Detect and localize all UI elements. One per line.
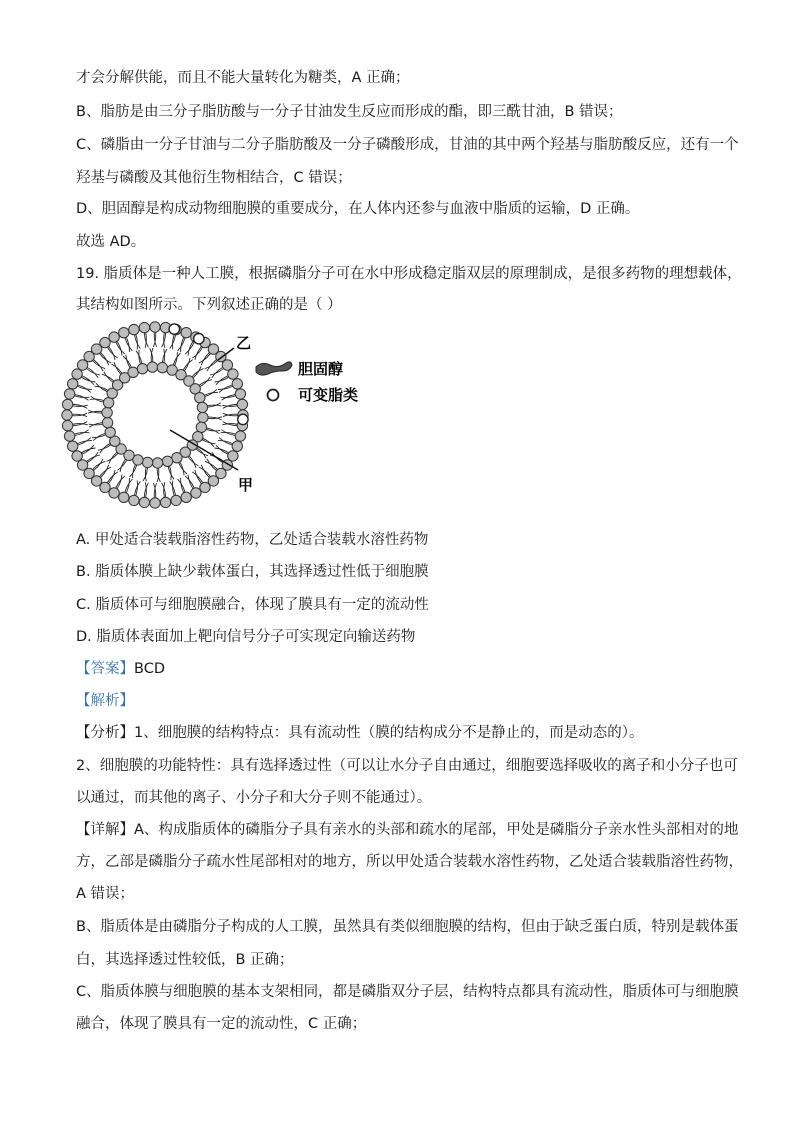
option-c: C. 脂质体可与细胞膜融合，体现了膜具有一定的流动性 — [76, 597, 429, 613]
phospholipid-head — [64, 389, 74, 399]
phospholipid-head — [128, 367, 138, 377]
phospholipid-head — [129, 495, 139, 505]
answer-value: BCD — [134, 661, 165, 677]
phospholipid-head — [200, 482, 210, 492]
analysis-line: 以通过，而其他的离子、小分子和大分子则不能通过）。 — [76, 790, 432, 806]
answer-line — [76, 659, 736, 679]
phospholipid-head — [160, 497, 170, 507]
analysis-line: 白，其选择透过性较低，B 正确； — [76, 952, 294, 968]
phospholipid-head — [105, 427, 115, 437]
phospholipid-head — [162, 456, 172, 466]
text-line: 羟基与磷酸及其他衍生物相结合，C 错误； — [76, 170, 352, 186]
phospholipid-head — [172, 453, 182, 463]
option-a: A. 甲处适合装载脂溶性药物，乙处适合装载水溶性药物 — [76, 532, 429, 548]
phospholipid-head — [102, 407, 112, 417]
phospholipid-head — [100, 337, 110, 347]
phospholipid-head — [102, 417, 112, 427]
analysis-line: 【分析】1、细胞膜的结构特点：具有流动性（膜的结构成分不是静止的，而是动态的）。 — [76, 725, 644, 741]
phospholipid-head — [197, 402, 207, 412]
legend-cholesterol-label: 胆固醇 — [298, 360, 344, 378]
phospholipid-head — [152, 458, 162, 468]
phospholipid-head — [77, 460, 87, 470]
phospholipid-head — [137, 364, 147, 374]
cholesterol-icon — [256, 362, 292, 375]
phospholipid-head — [150, 498, 160, 508]
phospholipid-head — [129, 324, 139, 334]
phospholipid-head — [119, 328, 129, 338]
option-b: B. 脂质体膜上缺少载体蛋白，其选择透过性低于细胞膜 — [76, 564, 429, 580]
phospholipid-head — [62, 410, 72, 420]
phospholipid-head — [181, 328, 191, 338]
phospholipid-head — [157, 362, 167, 372]
phospholipid-head — [228, 451, 238, 461]
phospholipid-head — [139, 497, 149, 507]
analysis-line: 融合，体现了膜具有一定的流动性，C 正确； — [76, 1016, 367, 1032]
phospholipid-head — [222, 360, 232, 370]
analysis-line: 方，乙部是磷脂分子疏水性尾部相对的地方，所以甲处适合装载水溶性药物，乙处适合装载脂溶性药物， — [76, 854, 743, 870]
phospholipid-head — [103, 398, 113, 408]
phospholipid-head — [196, 422, 206, 432]
liposome-diagram — [62, 322, 248, 508]
phospholipid-head — [109, 488, 119, 498]
analysis-tag: 【解析】 — [76, 693, 134, 709]
analysis-line: 【详解】A、构成脂质体的磷脂分子具有亲水的头部和疏水的尾部，甲处是磷脂分子亲水性头部相对的地 — [76, 822, 739, 838]
variable-lipid-head — [169, 324, 179, 334]
phospholipid-head — [235, 389, 245, 399]
phospholipid-head — [62, 399, 72, 409]
phospholipid-head — [139, 322, 149, 332]
legend-variable-lipid-label: 可变脂类 — [298, 386, 359, 404]
phospholipid-head — [109, 332, 119, 342]
analysis-line: A 错误； — [76, 886, 135, 902]
phospholipid-head — [191, 488, 201, 498]
phospholipid-head — [62, 420, 72, 430]
phospholipid-head — [150, 322, 160, 332]
phospholipid-head — [195, 393, 205, 403]
analysis-line: B、脂质体是由磷脂分子构成的人工膜，虽然具有类似细胞膜的结构，但由于缺乏蛋白质，特别是载体蛋 — [76, 919, 739, 935]
text-line: 才会分解供能，而且不能大量转化为糖类，A 正确； — [76, 70, 410, 86]
label-yi: 乙 — [236, 334, 252, 352]
question-stem: 19. 脂质体是一种人工膜，根据磷脂分子可在水中形成稳定脂双层的原理制成，是很多药物的理想载体， — [76, 266, 742, 282]
answer-tag: 【答案】 — [76, 661, 134, 677]
phospholipid-head — [119, 492, 129, 502]
analysis-line: C、脂质体膜与细胞膜的基本支架相同，都是磷脂双分子层，结构特点都具有流动性，脂质体可与细胞膜 — [76, 984, 739, 1000]
liposome-figure — [60, 320, 390, 510]
phospholipid-head — [181, 492, 191, 502]
phospholipid-head — [72, 369, 82, 379]
phospholipid-head — [72, 451, 82, 461]
variable-lipid-head — [194, 334, 204, 344]
option-d: D. 脂质体表面加上靶向信号分子可实现定向输送药物 — [76, 629, 416, 645]
phospholipid-head — [232, 441, 242, 451]
phospholipid-head — [142, 457, 152, 467]
phospholipid-head-icon — [268, 390, 279, 401]
text-line: C、磷脂由一分子甘油与二分子脂肪酸及一分子磷酸形成，甘油的其中两个羟基与脂肪酸反应，还有一个 — [76, 137, 739, 153]
phospholipid-head — [237, 399, 247, 409]
text-line: B、脂肪是由三分子脂肪酸与一分子甘油发生反应而形成的酯，即三酰甘油，B 错误； — [76, 104, 623, 120]
phospholipid-head — [171, 495, 181, 505]
label-jia: 甲 — [238, 476, 254, 494]
variable-lipid-head — [238, 414, 248, 424]
phospholipid-head — [68, 379, 78, 389]
text-line: 故选 AD。 — [76, 234, 146, 250]
phospholipid-head — [232, 379, 242, 389]
phospholipid-head — [68, 441, 78, 451]
text-line: D、胆固醇是构成动物细胞膜的重要成分，在人体内还参与血液中脂质的运输，D 正确。 — [76, 201, 640, 217]
analysis-line: 2、细胞膜的功能特性：具有选择透过性（可以让水分子自由通过，细胞要选择吸收的离子和小分子也可 — [76, 758, 738, 774]
phospholipid-head — [147, 362, 157, 372]
phospholipid-head — [228, 369, 238, 379]
question-stem: 其结构如图所示。下列叙述正确的是（ ） — [76, 297, 342, 313]
phospholipid-head — [235, 431, 245, 441]
phospholipid-head — [64, 431, 74, 441]
phospholipid-head — [198, 412, 208, 422]
analysis-heading — [76, 691, 736, 711]
